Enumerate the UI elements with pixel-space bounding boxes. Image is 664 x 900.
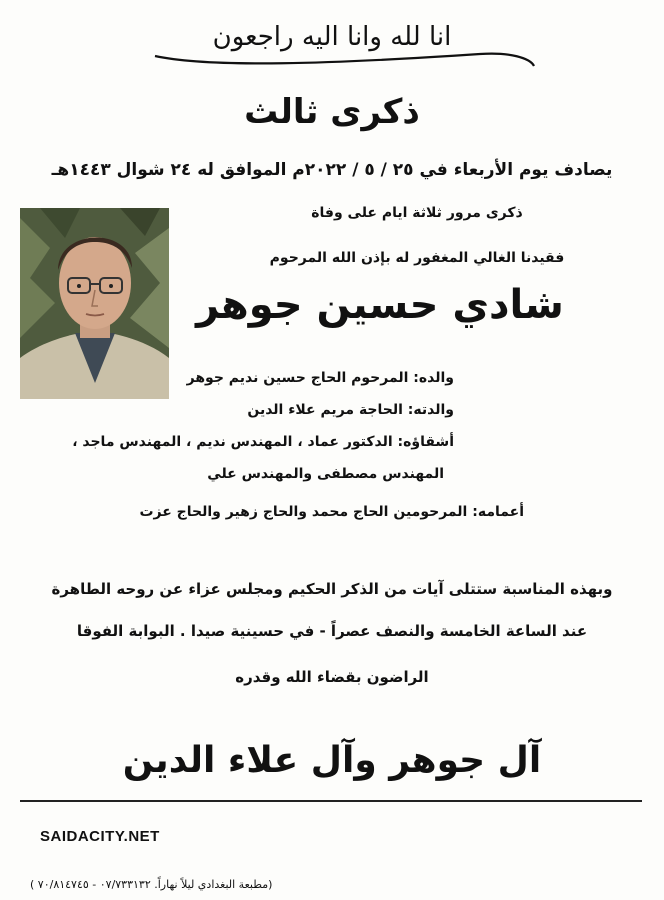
announcement-line-1: وبهذه المناسبة ستتلى آيات من الذكر الحكيم ومجلس عزاء عن روحه الطاهرة xyxy=(51,580,613,598)
families-signature: آل جوهر وآل علاء الدين xyxy=(122,740,542,781)
footer-divider xyxy=(20,800,642,802)
closing-line: الراضون بقضاء الله وقدره xyxy=(235,668,429,686)
notice-title: ذكرى ثالث xyxy=(244,92,420,132)
siblings-line-1: أشقاؤه: الدكتور عماد ، المهندس نديم ، المهندس ماجد ، xyxy=(72,434,454,450)
announcement-line-2: عند الساعة الخامسة والنصف عصراً - في حسينية صيدا . البوابة الفوقا xyxy=(76,622,588,640)
siblings-line-2: المهندس مصطفى والمهندس علي xyxy=(207,466,444,482)
source-site: SAIDACITY.NET xyxy=(40,828,160,845)
deceased-name: شادي حسين جوهر xyxy=(196,282,564,328)
memorial-line: ذكرى مرور ثلاثة ايام على وفاة xyxy=(311,205,523,221)
mother-line: والدته: الحاجة مريم علاء الدين xyxy=(247,402,454,418)
intro-line: فقيدنا الغالي المغفور له بإذن الله المرحوم xyxy=(269,250,565,266)
deceased-photo xyxy=(20,208,169,399)
verse-underline-flourish xyxy=(150,42,540,72)
printer-credit: (مطبعة البغدادي ليلاً نهاراً. ٠٧/٧٣٣١٣٢ - ٧٠/٨١٤٧٤٥ ) xyxy=(30,878,273,891)
date-line: يصادف يوم الأربعاء في ٢٥ / ٥ / ٢٠٢٢م الموافق له ٢٤ شوال ١٤٤٣هـ xyxy=(51,160,613,180)
father-line: والده: المرحوم الحاج حسين نديم جوهر xyxy=(186,370,454,386)
uncles-line: أعمامه: المرحومين الحاج محمد والحاج زهير والحاج عزت xyxy=(139,504,524,520)
quran-verse: انا لله وانا اليه راجعون xyxy=(212,22,452,52)
